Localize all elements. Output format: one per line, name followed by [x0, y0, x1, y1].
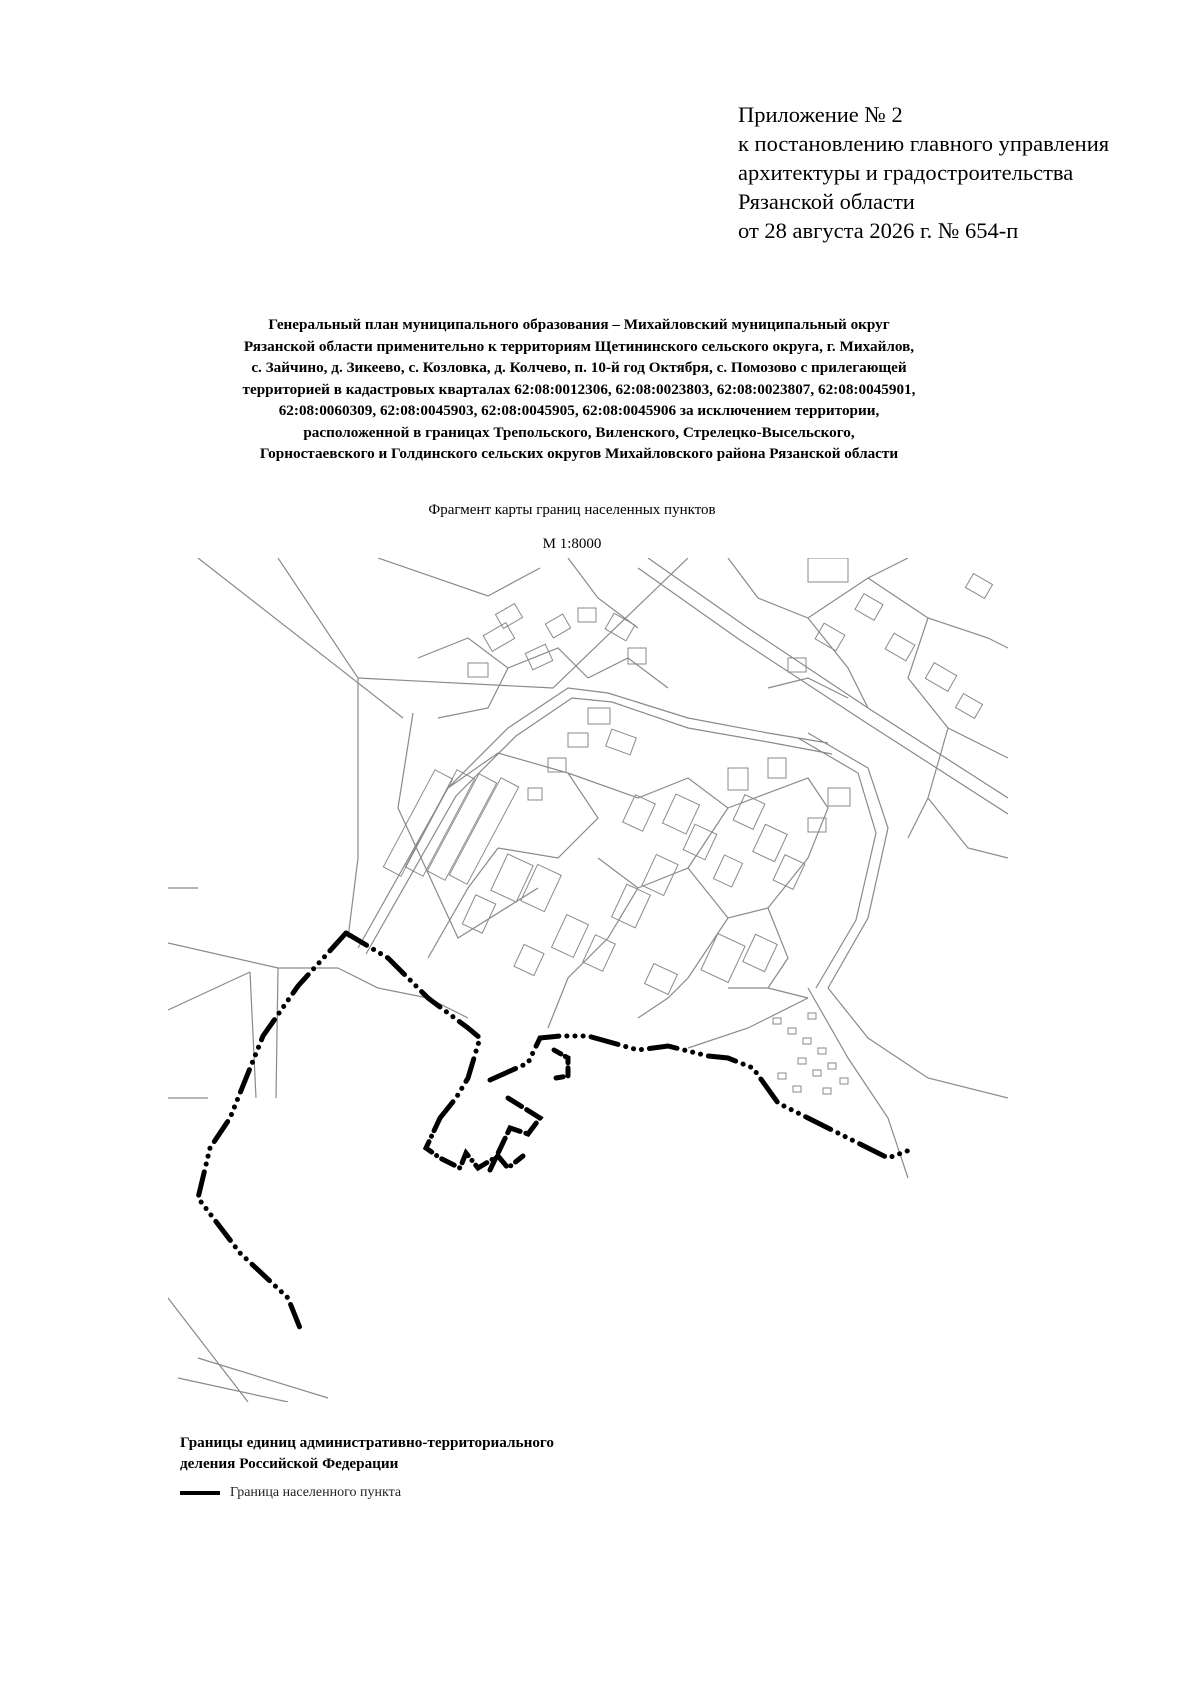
appendix-line: архитектуры и градостроительства — [738, 160, 1074, 185]
appendix-line: Рязанской области — [738, 189, 915, 214]
title-line: Генеральный план муниципального образования – Михайловский муниципальный округ — [268, 316, 890, 333]
legend-heading-line: деления Российской Федерации — [180, 1455, 399, 1472]
settlement-boundary — [198, 933, 910, 1328]
document-title — [120, 314, 1038, 465]
title-line: Рязанской области применительно к территориям Щетининского сельского округа, г. Михайлов, — [243, 337, 915, 355]
legend-item-label: Граница населенного пункта — [230, 1485, 402, 1500]
title-line: расположенной в границах Трепольского, Виленского, Стрелецко-Высельского, — [303, 423, 855, 441]
map-caption: Фрагмент карты границ населенных пунктов — [428, 502, 716, 518]
legend-heading-line: Границы единиц административно-территориального — [180, 1434, 555, 1451]
cadastral-lines — [168, 558, 1008, 1402]
appendix-line: от 28 августа 2026 г. № 654-п — [738, 218, 1019, 243]
title-line: Горностаевского и Голдинского сельских округов Михайловского района Рязанской области — [259, 445, 899, 462]
appendix-block — [738, 100, 1178, 245]
legend-heading — [180, 1432, 740, 1474]
map-fragment — [168, 558, 1008, 1402]
buildings — [383, 558, 992, 1094]
appendix-line: Приложение № 2 — [738, 102, 903, 127]
title-line: с. Зайчино, д. Зикеево, с. Козловка, д. Колчево, п. 10-й год Октября, с. Помозово с прилегающей — [251, 359, 907, 376]
title-line: 62:08:0060309, 62:08:0045903, 62:08:0045905, 62:08:0045906 за исключением территории, — [278, 402, 880, 419]
legend-item-settlement-boundary — [180, 1482, 401, 1504]
map-scale: М 1:8000 — [542, 536, 602, 552]
appendix-line: к постановлению главного управления — [738, 131, 1110, 156]
legend-line-swatch — [180, 1491, 220, 1495]
title-line: территорией в кадастровых кварталах 62:08:0012306, 62:08:0023803, 62:08:0023807, 62:08:0045901, — [242, 380, 916, 398]
